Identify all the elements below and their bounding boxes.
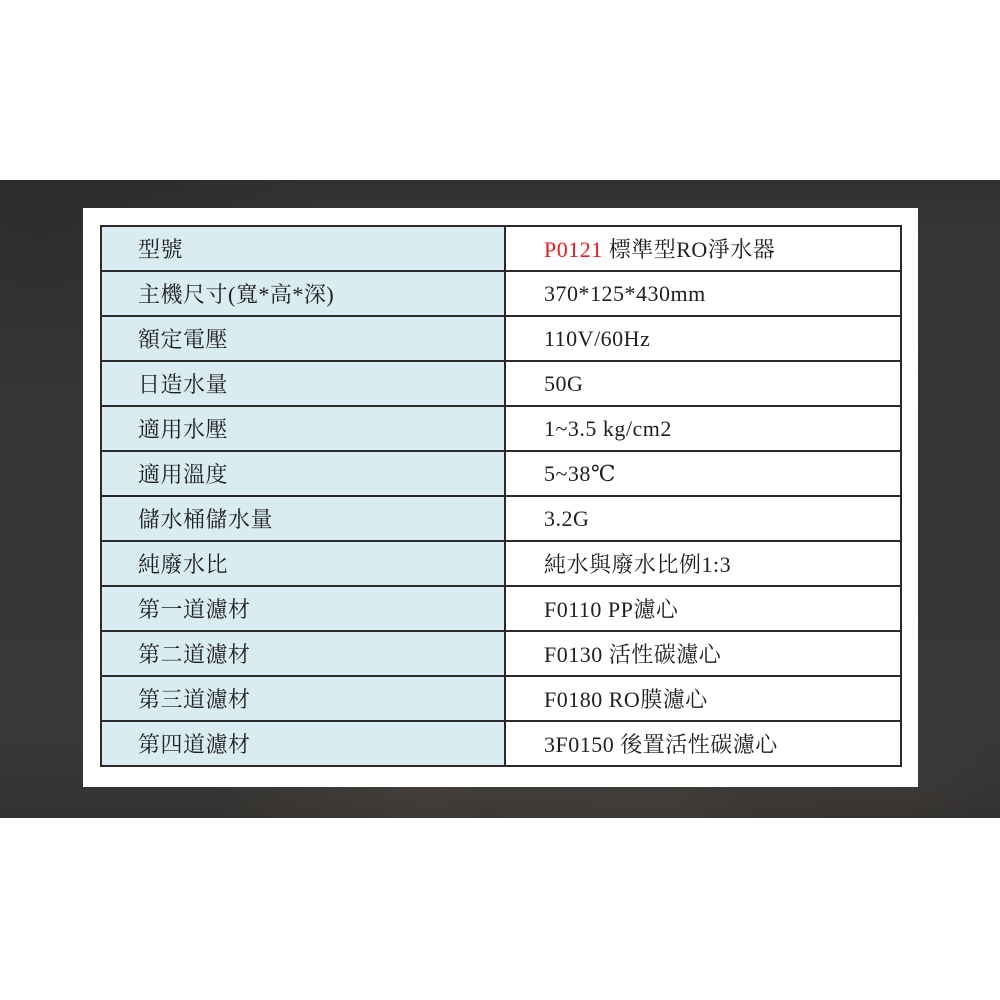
spec-value: 3.2G (505, 496, 901, 541)
model-code: P0121 (544, 237, 603, 262)
table-row-filter-2 (101, 631, 901, 676)
table-row-model (101, 226, 901, 271)
table-row-dimensions (101, 271, 901, 316)
spec-label: 第三道濾材 (101, 676, 505, 721)
spec-value: 5~38℃ (505, 451, 901, 496)
model-name: 標準型RO淨水器 (608, 237, 776, 262)
spec-label: 純廢水比 (101, 541, 505, 586)
spec-label: 額定電壓 (101, 316, 505, 361)
spec-value: 370*125*430mm (505, 271, 901, 316)
spec-value: 50G (505, 361, 901, 406)
spec-value: 1~3.5 kg/cm2 (505, 406, 901, 451)
spec-label: 儲水桶儲水量 (101, 496, 505, 541)
spec-table (100, 225, 902, 767)
spec-label: 日造水量 (101, 361, 505, 406)
spec-label: 主機尺寸(寬*高*深) (101, 271, 505, 316)
table-row-water-pressure (101, 406, 901, 451)
table-row-tank-capacity (101, 496, 901, 541)
spec-value: 3F0150 後置活性碳濾心 (505, 721, 901, 766)
spec-label: 第一道濾材 (101, 586, 505, 631)
spec-label: 適用水壓 (101, 406, 505, 451)
spec-label: 適用溫度 (101, 451, 505, 496)
spec-label: 第四道濾材 (101, 721, 505, 766)
table-row-temperature (101, 451, 901, 496)
table-row-filter-1 (101, 586, 901, 631)
spec-value: F0110 PP濾心 (505, 586, 901, 631)
spec-label: 第二道濾材 (101, 631, 505, 676)
spec-value (505, 226, 901, 271)
spec-label: 型號 (101, 226, 505, 271)
spec-value: 110V/60Hz (505, 316, 901, 361)
spec-value: F0130 活性碳濾心 (505, 631, 901, 676)
dark-backdrop (0, 180, 1000, 818)
table-row-daily-output (101, 361, 901, 406)
table-row-filter-3 (101, 676, 901, 721)
table-row-waste-ratio (101, 541, 901, 586)
spec-value: 純水與廢水比例1:3 (505, 541, 901, 586)
table-row-voltage (101, 316, 901, 361)
spec-value: F0180 RO膜濾心 (505, 676, 901, 721)
spec-card (83, 208, 918, 787)
table-row-filter-4 (101, 721, 901, 766)
